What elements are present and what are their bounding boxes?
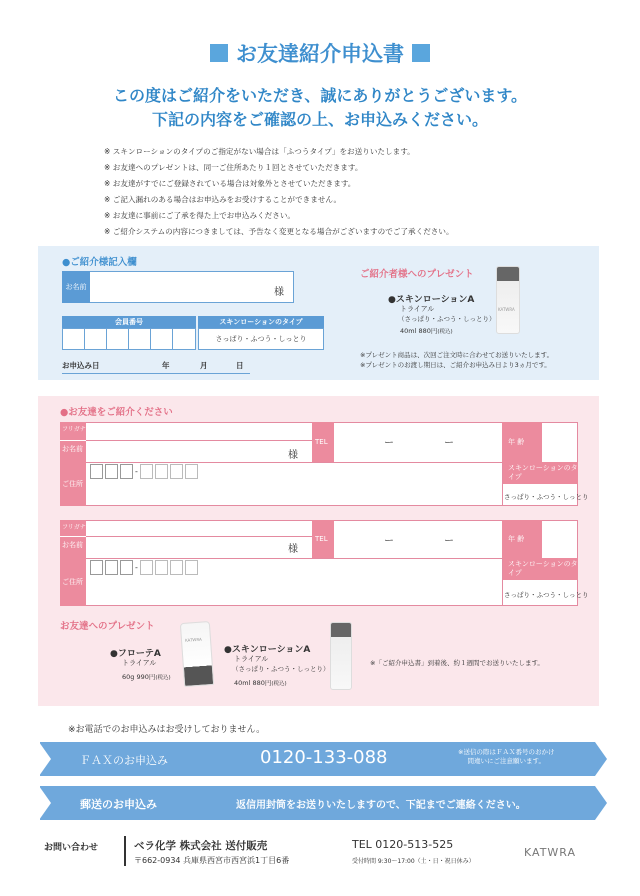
arrow-icon (39, 786, 51, 820)
thanks-line-2: 下記の内容をご確認の上、お申込みください。 (151, 110, 488, 129)
contact-tel[interactable]: TEL 0120-513-525 (352, 838, 454, 851)
brand-logo: KATWRA (524, 846, 577, 859)
zip-separator: - (135, 467, 138, 476)
arrow-icon (595, 742, 607, 776)
gift-2-types: （さっぱり・ふつう・しっとり） (232, 665, 330, 673)
page-title (210, 38, 430, 68)
friend-2-zip-boxes[interactable] (90, 560, 198, 575)
friend-2-tel-dash[interactable]: ー (444, 536, 454, 547)
name-label: お名前 (62, 541, 83, 549)
friend-2-lotion-type-label: スキンローションのタイプ (502, 558, 578, 580)
company-address: 〒662-0934 兵庫県西宮市西宮浜1丁目6番 (134, 856, 290, 865)
arrow-icon (595, 786, 607, 820)
friend-1-sama[interactable]: 様 (288, 450, 298, 461)
friend-1-zip-boxes[interactable] (90, 464, 198, 479)
introducer-sama: 様 (274, 287, 284, 298)
lotion-type-options: さっぱり・ふつう・しっとり (215, 335, 307, 343)
friend-1-lotion-type-options[interactable]: さっぱり・ふつう・しっとり (504, 493, 589, 501)
introducer-present-note-2: ※プレゼントのお渡し期日は、ご紹介お申込み日より3ヵ月です。 (360, 361, 551, 369)
friend-2-tel-dash[interactable]: ー (384, 536, 394, 547)
introducer-name-field[interactable] (62, 271, 294, 303)
apply-date-label: お申込み日 (62, 361, 100, 370)
bottle-brand: KATWRA (498, 307, 515, 312)
fax-bar (40, 742, 595, 776)
thanks-message (0, 84, 640, 132)
present-price-text: 40ml 880円 (400, 327, 438, 335)
friend-2-sama[interactable]: 様 (288, 544, 298, 555)
friend-2-lotion-type-options[interactable]: さっぱり・ふつう・しっとり (504, 591, 589, 599)
note-item: ※ ご記入漏れのある場合はお申込みをお受けすることができません。 (104, 195, 342, 204)
page-title-wrap (0, 38, 640, 68)
gift-1-price (122, 672, 171, 681)
gift-1-trial: トライアル (122, 659, 157, 667)
phone-note: ※お電話でのお申込みはお受けしておりません。 (68, 725, 266, 735)
zip-separator: - (135, 563, 138, 572)
tube-brand: KATWRA (184, 636, 202, 643)
name-label: お名前 (62, 445, 83, 453)
lotion-type-field[interactable] (198, 328, 324, 350)
thanks-line-1: この度はご紹介をいただき、誠にありがとうございます。 (112, 86, 528, 105)
friends-heading: ●お友達をご紹介ください (60, 407, 173, 418)
year-label: 年 (162, 361, 170, 370)
fax-note (458, 748, 554, 766)
member-no-label: 会員番号 (62, 316, 196, 328)
member-no-field[interactable] (62, 328, 196, 350)
square-icon (210, 44, 228, 62)
friend-1-lotion-type-label: スキンローションのタイプ (502, 462, 578, 484)
floate-tube-image (180, 621, 214, 687)
friend-1-tel-dash[interactable]: ー (384, 438, 394, 449)
introducer-present-price (400, 326, 453, 335)
friend-2-address-label: ご住所 (60, 558, 86, 606)
introducer-present-heading: ご紹介者様へのプレゼント (360, 269, 474, 280)
introducer-present-types: （さっぱり・ふつう・しっとり） (398, 315, 496, 323)
fax-note-1: ※送信の際はＦＡＸ番号のおかけ (458, 748, 555, 756)
notes-list (104, 144, 454, 240)
mail-label: 郵送のお申込み (80, 798, 157, 811)
introducer-present-note-1: ※プレゼント商品は、次回ご注文時に合わせてお送りいたします。 (360, 351, 554, 359)
day-label: 日 (236, 361, 244, 370)
introducer-present-name: ●スキンローションA (388, 295, 475, 305)
apply-date-row[interactable] (62, 360, 250, 374)
friend-1-age-label: 年 齢 (502, 422, 542, 462)
page-title-text: お友達紹介申込書 (236, 42, 404, 66)
note-item: ※ お友達へのプレゼントは、同一ご住所あたり１回とさせていただきます。 (104, 163, 363, 172)
contact-hours: 受付時間 9:30〜17:00（土・日・祝日休み） (352, 858, 475, 865)
gift-note: ※「ご紹介申込書」到着後、約１週間でお送りいたします。 (370, 659, 544, 667)
fax-number[interactable]: 0120-133-088 (260, 747, 388, 768)
present-tax-text: (税込) (437, 329, 453, 335)
contact-label: お問い合わせ (44, 843, 99, 853)
gift-2-price (234, 678, 287, 687)
gift-2-price-text: 40ml 880円 (234, 679, 272, 687)
mail-bar (40, 786, 595, 820)
furigana-label: フリガナ (62, 426, 86, 433)
friend-1-tel-dash[interactable]: ー (444, 438, 454, 449)
note-item: ※ お友達に事前にご了承を得た上でお申込みください。 (104, 211, 296, 220)
introducer-name-label: お名前 (62, 271, 90, 303)
gift-2-tax: (税込) (271, 681, 287, 687)
lotion-bottle-image (330, 622, 352, 690)
friend-1-tel-label: TEL (312, 422, 334, 462)
friend-1-address-label: ご住所 (60, 462, 86, 506)
gift-2-trial: トライアル (234, 655, 269, 663)
fax-label: ＦＡＸのお申込み (80, 754, 168, 767)
fax-note-2: 間違いにご注意願います。 (467, 757, 545, 765)
introducer-heading: ●ご紹介様記入欄 (62, 257, 137, 268)
friend-2-name-label-cell (60, 520, 86, 558)
arrow-icon (39, 742, 51, 776)
company-name: ベラ化学 株式会社 送付販売 (134, 840, 268, 852)
friends-section (38, 396, 599, 706)
friend-1-name-label-cell (60, 422, 86, 462)
furigana-label: フリガナ (62, 524, 86, 531)
note-item: ※ スキンローションのタイプのご指定がない場合は「ふつうタイプ」をお送りいたします。 (104, 147, 415, 156)
gift-2-name: ●スキンローションA (224, 645, 311, 655)
note-item: ※ お友達がすでにご登録されている場合は対象外とさせていただきます。 (104, 179, 356, 188)
gift-1-name: ●フローテA (110, 649, 161, 659)
square-icon (412, 44, 430, 62)
mail-text: 返信用封筒をお送りいたしますので、下記までご連絡ください。 (236, 800, 526, 811)
gift-1-price-text: 60g 990円 (122, 673, 156, 681)
friends-present-heading: お友達へのプレゼント (60, 621, 155, 632)
month-label: 月 (200, 361, 208, 370)
note-item: ※ ご紹介システムの内容につきましては、予告なく変更となる場合がございますのでご了承ください。 (104, 227, 454, 236)
lotion-type-label: スキンローションのタイプ (198, 316, 324, 328)
introducer-section (38, 246, 599, 380)
lotion-bottle-image (496, 266, 520, 334)
friend-2-tel-label: TEL (312, 520, 334, 558)
friend-2-age-label: 年 齢 (502, 520, 542, 558)
gift-1-tax: (税込) (155, 675, 171, 681)
introducer-present-trial: トライアル (400, 305, 435, 313)
